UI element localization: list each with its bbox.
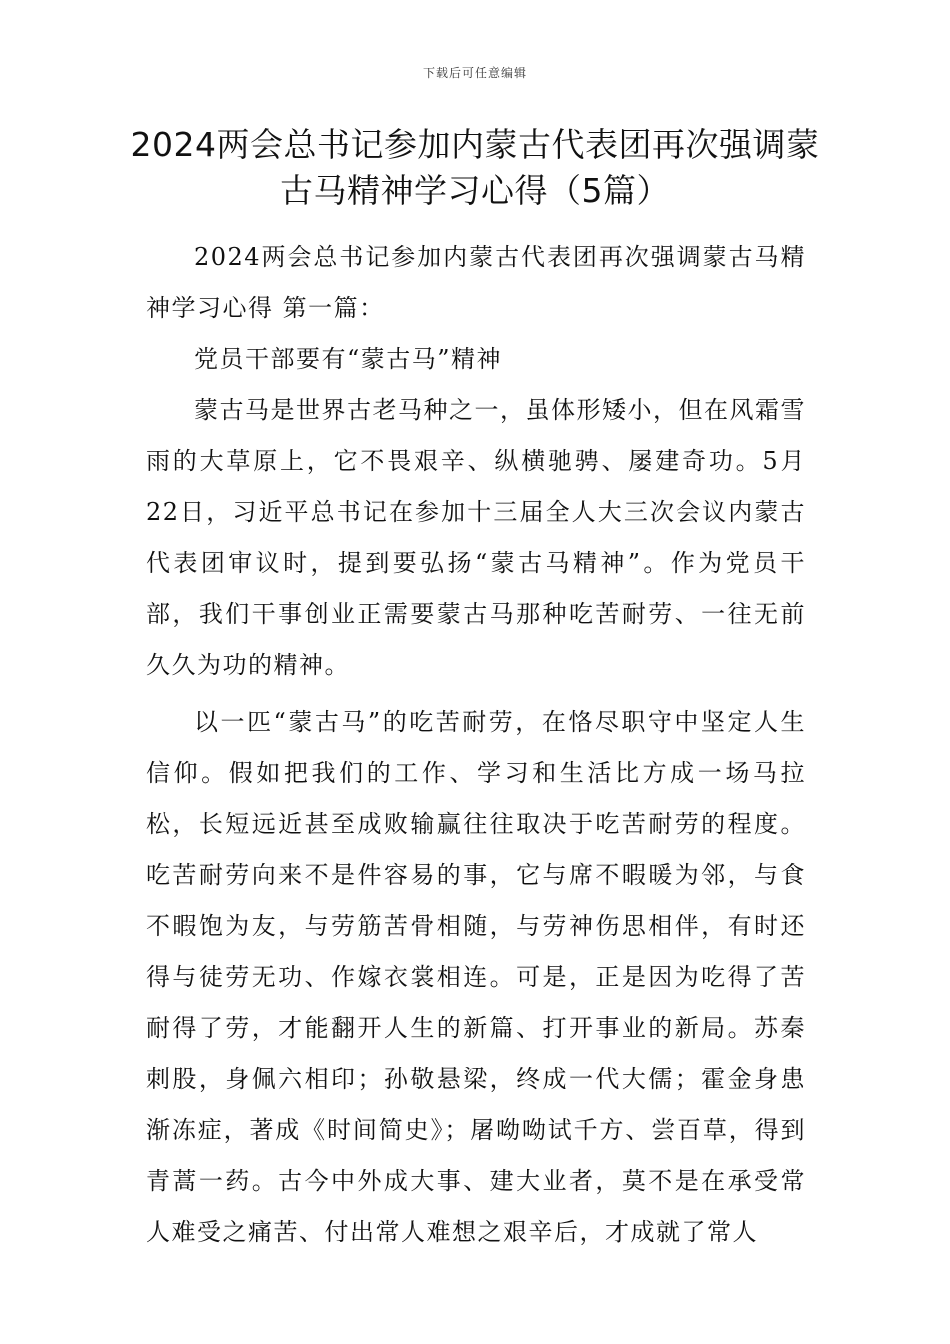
body-paragraph: 以一匹“蒙古马”的吃苦耐劳，在恪尽职守中坚定人生信仰。假如把我们的工作、学习和生活比方成一场马拉松，长短远近甚至成败输赢往往取决于吃苦耐劳的程度。吃苦耐劳向来不是件容易的事，它与席不暇暖为邻，与食不暇饱为友，与劳筋苦骨相随，与劳神伤思相伴，有时还得与徒劳无功、作嫁衣裳相连。可是，正是因为吃得了苦耐得了劳，才能翻开人生的新篇、打开事业的新局。苏秦刺股，身佩六相印；孙敬悬梁，终成一代大儒；霍金身患渐冻症，著成《时间简史》；屠呦呦试千方、尝百草，得到青蒿一药。古今中外成大事、建大业者，莫不是在承受常人难受之痛苦、付出常人难想之艰辛后，才成就了常人 bbox=[146, 708, 806, 1246]
section-heading: 党员干部要有“蒙古马”精神 bbox=[194, 345, 503, 373]
document-body bbox=[146, 232, 806, 1258]
document-title: 2024两会总书记参加内蒙古代表团再次强调蒙古马精神学习心得（5篇） bbox=[130, 125, 820, 210]
body-paragraph: 蒙古马是世界古老马种之一，虽体形矮小，但在风霜雪雨的大草原上，它不畏艰辛、纵横驰骋、屡建奇功。5月22日，习近平总书记在参加十三届全人大三次会议内蒙古代表团审议时，提到要弘扬“蒙古马精神”。作为党员干部，我们干事创业正需要蒙古马那种吃苦耐劳、一往无前久久为功的精神。 bbox=[146, 396, 806, 679]
header-note: 下载后可任意编辑 bbox=[422, 66, 527, 80]
intro-paragraph: 2024两会总书记参加内蒙古代表团再次强调蒙古马精神学习心得 第一篇： bbox=[146, 243, 806, 322]
